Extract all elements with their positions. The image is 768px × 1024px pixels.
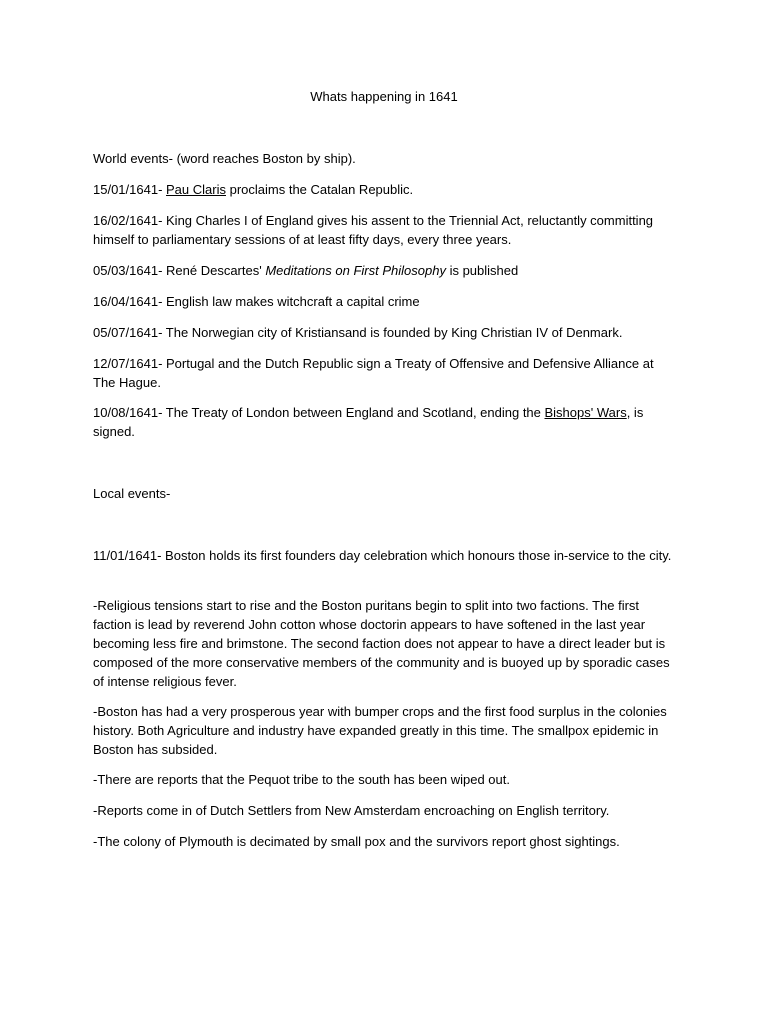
local-event-pequot: -There are reports that the Pequot tribe to the south has been wiped out.	[93, 772, 510, 787]
book-title: Meditations on First Philosophy	[265, 263, 446, 278]
event-text: 15/01/1641-	[93, 182, 167, 197]
document-title: Whats happening in 1641	[310, 89, 458, 104]
local-event-plymouth: -The colony of Plymouth is decimated by small pox and the survivors report ghost sightings.	[93, 834, 620, 849]
local-events-heading: Local events-	[93, 486, 171, 501]
world-events-heading: World events- (word reaches Boston by ship).	[93, 151, 356, 166]
event-text: 10/08/1641- The Treaty of London between England and Scotland, ending the	[93, 405, 545, 420]
world-event-pau-claris	[93, 180, 678, 199]
world-event-treaty-hague: 12/07/1641- Portugal and the Dutch Republic sign a Treaty of Offensive and Defensive Alliance at The Hague.	[93, 356, 654, 390]
local-event-religious-tensions: -Religious tensions start to rise and the Boston puritans begin to split into two factions. The first faction is lead by reverend John cotton whose doctorin appears to have softened in the last year becoming less fire and brimstone. The second faction does not appear to have a direct leader but is composed of the more conservative members of the community and is buoyed up by sporadic cases of intense religious fever.	[93, 598, 670, 689]
local-event-prosperous-year: -Boston has had a very prosperous year with bumper crops and the first food surplus in the colonies history. Both Agriculture and industry have expanded greatly in this time. The smallpox epidemic in Boston has subsided.	[93, 704, 667, 757]
bishops-wars-link[interactable]: Bishops' Wars	[544, 405, 627, 420]
local-event-founders-day: 11/01/1641- Boston holds its first founders day celebration which honours those in-service to the city.	[93, 548, 672, 563]
pau-claris-link[interactable]: Pau Claris	[166, 182, 226, 197]
event-text: is published	[445, 263, 519, 278]
local-event-dutch-settlers: -Reports come in of Dutch Settlers from New Amsterdam encroaching on English territory.	[93, 803, 610, 818]
event-text: 05/03/1641- René Descartes'	[93, 263, 266, 278]
event-text: proclaims the Catalan Republic.	[225, 182, 414, 197]
world-event-kristiansand: 05/07/1641- The Norwegian city of Kristiansand is founded by King Christian IV of Denmark.	[93, 325, 623, 340]
world-event-triennial-act: 16/02/1641- King Charles I of England gives his assent to the Triennial Act, reluctantly committing himself to parliamentary sessions of at least fifty days, every three years.	[93, 213, 654, 247]
world-event-descartes	[93, 261, 678, 280]
world-event-witchcraft: 16/04/1641- English law makes witchcraft a capital crime	[93, 294, 420, 309]
world-event-treaty-london	[93, 403, 678, 441]
event-text: , is signed.	[93, 405, 644, 439]
